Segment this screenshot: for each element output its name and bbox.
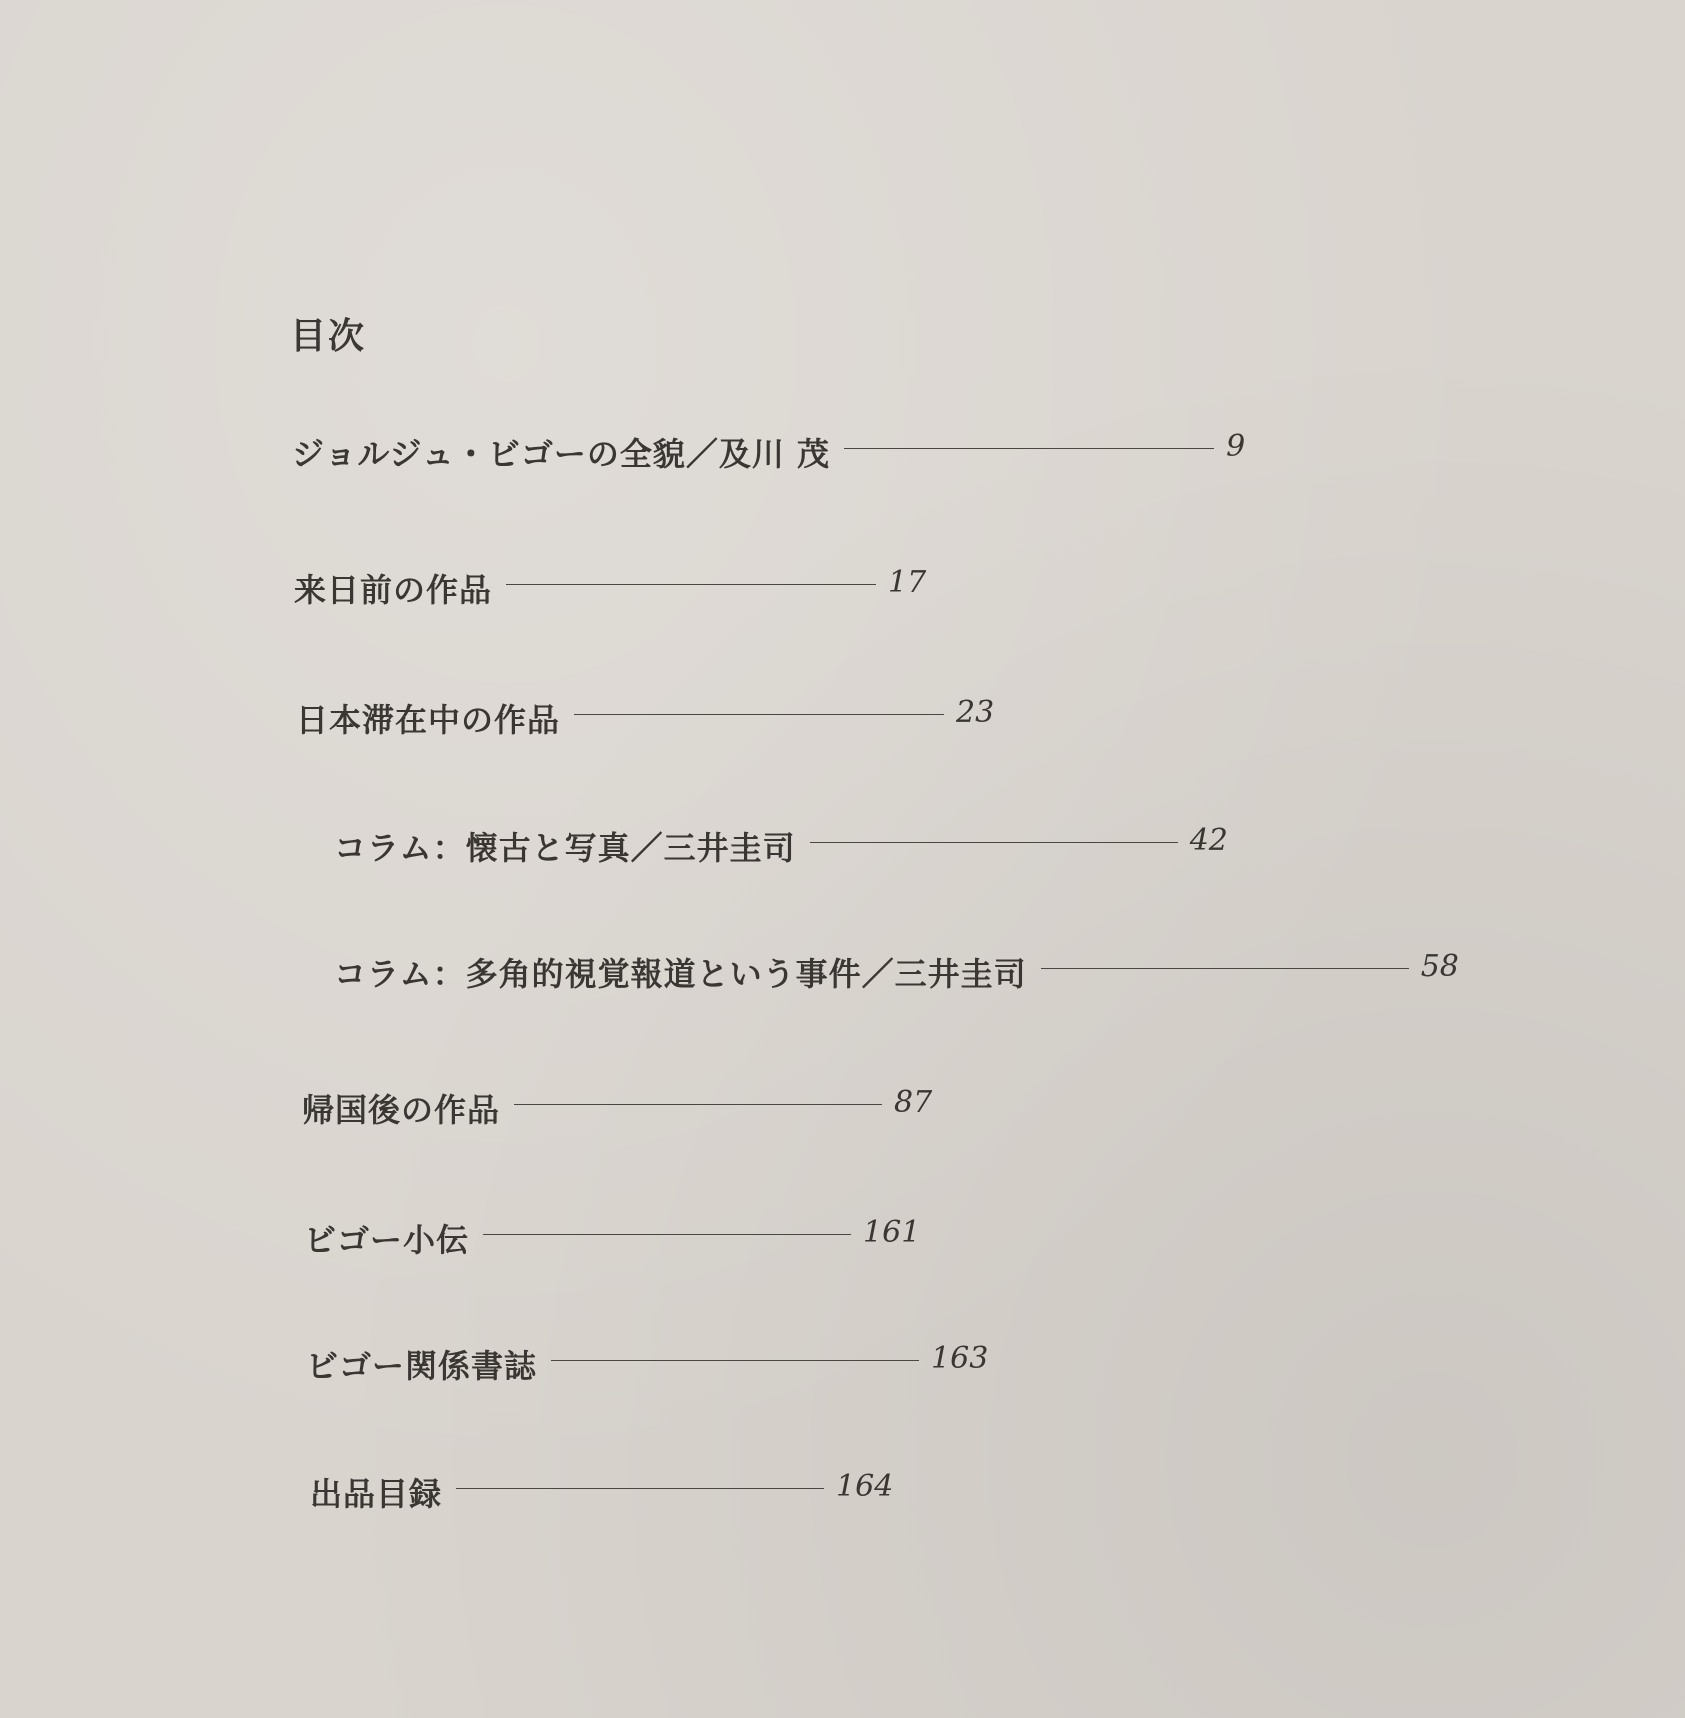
toc-entry-page: 164: [836, 1468, 894, 1504]
leader-rule: [483, 1234, 851, 1235]
toc-entry-page: 17: [888, 564, 927, 600]
toc-entry-title: ビゴー関係書誌: [306, 1347, 538, 1385]
toc-entry: [302, 1084, 933, 1129]
toc-entry-title: 来日前の作品: [294, 571, 493, 609]
leader-rule: [551, 1360, 919, 1361]
leader-rule: [456, 1488, 824, 1489]
leader-rule: [844, 448, 1214, 449]
toc-entry: [296, 694, 995, 739]
toc-entry: [306, 1340, 989, 1385]
toc-entry: [310, 1468, 894, 1513]
toc-entry-page: 42: [1189, 822, 1228, 858]
leader-rule: [574, 714, 944, 715]
toc-heading: 目次: [290, 316, 367, 357]
toc-entry-title: 出品目録: [310, 1475, 443, 1513]
toc-entry-title: コラム：多角的視覚報道という事件／三井圭司: [334, 955, 1027, 993]
toc-entry: [292, 428, 1246, 473]
toc-entry: [334, 948, 1459, 993]
toc-entry-page: 23: [956, 694, 995, 730]
toc-entry-title: ジョルジュ・ビゴーの全貌／及川 茂: [292, 435, 831, 473]
toc-entry: [294, 564, 927, 609]
toc-entry-page: 58: [1420, 948, 1459, 984]
toc-entry-page: 163: [931, 1340, 989, 1376]
leader-rule: [1041, 968, 1409, 969]
leader-rule: [810, 842, 1178, 843]
toc-entry-page: 161: [863, 1214, 921, 1250]
toc-entry-title: ビゴー小伝: [304, 1221, 470, 1259]
leader-rule: [506, 584, 876, 585]
toc-entry-title: 帰国後の作品: [302, 1091, 501, 1129]
toc-entry-title: コラム：懐古と写真／三井圭司: [334, 829, 796, 867]
toc-entry-title: 日本滞在中の作品: [296, 701, 561, 739]
toc-entry: [334, 822, 1228, 867]
toc-entry-page: 87: [894, 1084, 933, 1120]
leader-rule: [514, 1104, 882, 1105]
toc-entry-page: 9: [1226, 428, 1246, 464]
toc-entry: [304, 1214, 921, 1259]
